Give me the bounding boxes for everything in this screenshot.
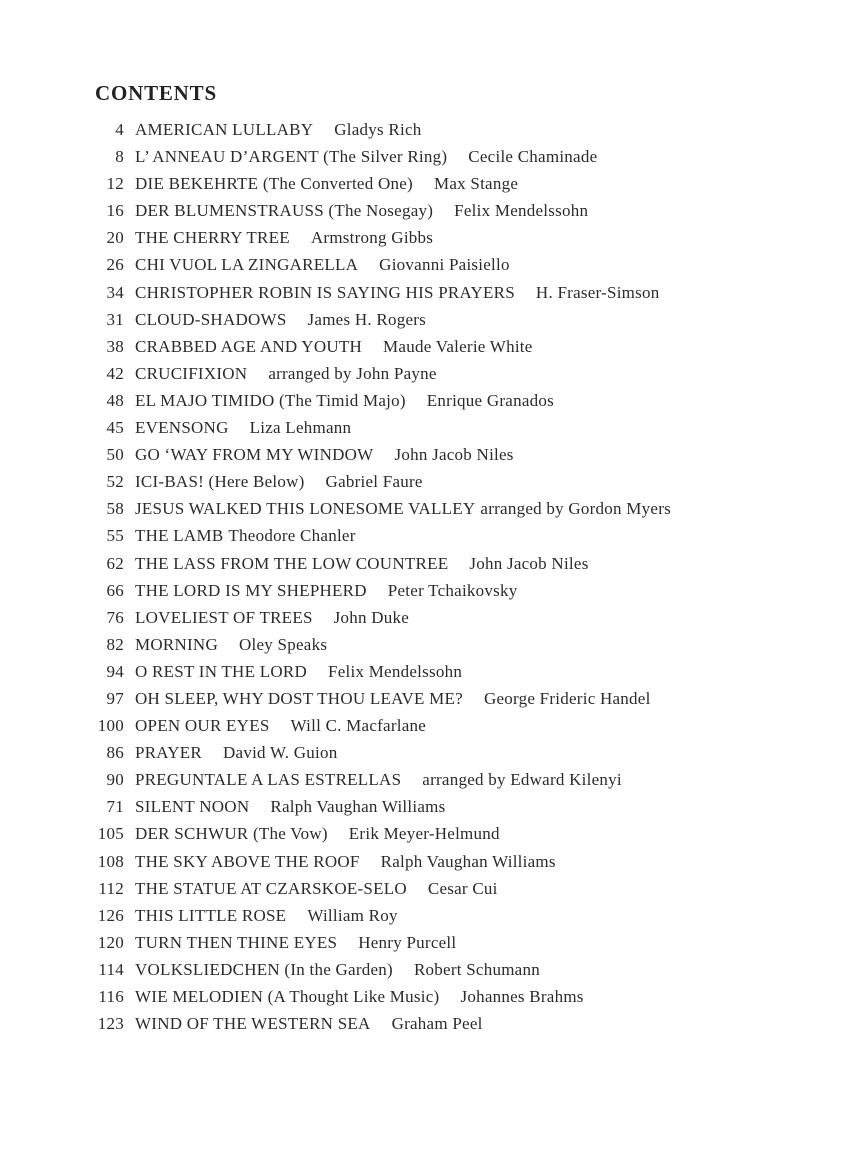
toc-title: MORNING — [135, 634, 218, 654]
toc-title: WIE MELODIEN (A Thought Like Music) — [135, 987, 440, 1006]
toc-title: AMERICAN LULLABY — [135, 120, 314, 139]
toc-page-number: 52 — [106, 472, 124, 492]
toc-page-number: 42 — [106, 363, 124, 383]
toc-page-number: 4 — [115, 120, 124, 139]
toc-entry — [0, 170, 864, 197]
toc-composer: Armstrong Gibbs — [310, 228, 434, 248]
toc-composer: Peter Tchaikovsky — [387, 580, 518, 600]
toc-page-number: 100 — [97, 716, 124, 736]
toc-entry — [0, 224, 864, 251]
toc-composer: Henry Purcell — [358, 932, 457, 952]
toc-composer: George Frideric Handel — [483, 688, 651, 708]
toc-composer: Gabriel Faure — [325, 472, 423, 492]
toc-title: CHRISTOPHER ROBIN IS SAYING HIS PRAYERS — [135, 282, 515, 302]
toc-composer: Maude Valerie White — [383, 336, 533, 356]
toc-composer: John Jacob Niles — [394, 445, 514, 465]
toc-composer: Giovanni Paisiello — [379, 255, 510, 275]
toc-title: THIS LITTLE ROSE — [135, 905, 287, 925]
toc-title: OPEN OUR EYES — [135, 716, 270, 736]
toc-entry — [0, 929, 864, 956]
toc-entry — [0, 333, 864, 360]
toc-composer: Graham Peel — [391, 1014, 483, 1034]
toc-title: THE STATUE AT CZARSKOE-SELO — [135, 878, 407, 898]
toc-title: CHI VUOL LA ZINGARELLA — [135, 255, 359, 275]
toc-entry — [0, 631, 864, 658]
toc-page-number: 112 — [98, 878, 124, 898]
toc-title: L’ ANNEAU D’ARGENT (The Silver Ring) — [135, 147, 448, 167]
toc-composer: arranged by Gordon Myers — [480, 499, 671, 519]
toc-entry — [0, 739, 864, 766]
toc-entry — [0, 143, 864, 170]
toc-composer: Will C. Macfarlane — [290, 716, 427, 736]
toc-entry — [0, 387, 864, 414]
toc-page-number: 108 — [97, 851, 124, 871]
toc-title: PREGUNTALE A LAS ESTRELLAS — [135, 770, 402, 790]
toc-page-number: 12 — [106, 174, 124, 194]
toc-page-number: 20 — [106, 228, 124, 248]
toc-entry — [0, 116, 864, 143]
toc-composer: Liza Lehmann — [249, 418, 352, 438]
toc-page-number: 55 — [106, 526, 124, 546]
toc-page-number: 105 — [97, 824, 124, 844]
toc-entry — [0, 685, 864, 712]
toc-entry — [0, 495, 864, 522]
toc-composer: Max Stange — [433, 174, 519, 194]
toc-title: OH SLEEP, WHY DOST THOU LEAVE ME? — [135, 688, 463, 708]
toc-page-number: 8 — [115, 147, 124, 167]
toc-page-number: 126 — [97, 905, 124, 925]
toc-composer: arranged by John Payne — [268, 363, 437, 383]
toc-page-number: 48 — [106, 390, 124, 410]
toc-title: DIE BEKEHRTE (The Converted One) — [135, 174, 413, 194]
toc-page-number: 114 — [98, 959, 124, 979]
page-title: CONTENTS — [95, 81, 217, 105]
toc-title: CRUCIFIXION — [135, 363, 248, 383]
toc-entry — [0, 306, 864, 333]
toc-composer: Oley Speaks — [238, 634, 328, 654]
toc-composer: arranged by Edward Kilenyi — [422, 770, 622, 790]
toc-entry — [0, 550, 864, 577]
toc-entry — [0, 441, 864, 468]
toc-title: THE CHERRY TREE — [135, 228, 290, 248]
toc-composer: David W. Guion — [223, 743, 338, 763]
toc-title: JESUS WALKED THIS LONESOME VALLEY — [135, 499, 476, 519]
toc-entry — [0, 956, 864, 983]
toc-title: VOLKSLIEDCHEN (In the Garden) — [135, 959, 393, 979]
toc-title: THE LAMB — [135, 526, 224, 546]
toc-composer: Felix Mendelssohn — [328, 661, 463, 681]
toc-title: CLOUD-SHADOWS — [135, 309, 287, 329]
toc-entry — [0, 875, 864, 902]
toc-entry — [0, 522, 864, 549]
toc-page-number: 50 — [106, 445, 124, 465]
toc-composer: Erik Meyer-Helmund — [348, 824, 500, 844]
toc-page-number: 123 — [97, 1014, 124, 1034]
toc-title: EL MAJO TIMIDO (The Timid Majo) — [135, 390, 406, 410]
toc-page-number: 31 — [106, 309, 124, 329]
toc-page-number: 97 — [106, 688, 124, 708]
toc-title: EVENSONG — [135, 418, 229, 438]
toc-title: DER SCHWUR (The Vow) — [135, 824, 328, 844]
toc-title: THE LORD IS MY SHEPHERD — [135, 580, 367, 600]
toc-title: DER BLUMENSTRAUSS (The Nosegay) — [135, 201, 434, 221]
toc-composer: James H. Rogers — [307, 309, 427, 329]
toc-list — [0, 116, 864, 1037]
toc-composer: Felix Mendelssohn — [454, 201, 589, 221]
toc-page-number: 71 — [106, 797, 124, 817]
toc-page-number: 90 — [106, 770, 124, 790]
toc-composer: Enrique Granados — [426, 390, 554, 410]
toc-entry — [0, 279, 864, 306]
toc-entry — [0, 360, 864, 387]
toc-title: THE SKY ABOVE THE ROOF — [135, 851, 360, 871]
toc-entry — [0, 251, 864, 278]
toc-page-number: 120 — [97, 932, 124, 952]
toc-title: ICI-BAS! (Here Below) — [135, 472, 305, 492]
toc-entry — [0, 766, 864, 793]
toc-title: TURN THEN THINE EYES — [135, 932, 338, 952]
toc-composer: Gladys Rich — [334, 120, 422, 139]
toc-entry — [0, 577, 864, 604]
toc-title: SILENT NOON — [135, 797, 250, 817]
toc-composer: John Jacob Niles — [469, 553, 589, 573]
toc-entry — [0, 848, 864, 875]
toc-title: GO ‘WAY FROM MY WINDOW — [135, 445, 374, 465]
toc-page-number: 58 — [106, 499, 124, 519]
toc-title: THE LASS FROM THE LOW COUNTREE — [135, 553, 449, 573]
toc-page-number: 66 — [106, 580, 124, 600]
toc-composer: Robert Schumann — [413, 959, 540, 979]
toc-page-number: 26 — [106, 255, 124, 275]
toc-entry — [0, 468, 864, 495]
toc-entry — [0, 604, 864, 631]
toc-page-number: 94 — [106, 661, 124, 681]
toc-title: CRABBED AGE AND YOUTH — [135, 336, 363, 356]
toc-title: WIND OF THE WESTERN SEA — [135, 1014, 371, 1034]
toc-composer: Ralph Vaughan Williams — [270, 797, 446, 817]
toc-composer: Johannes Brahms — [460, 987, 584, 1006]
toc-page-number: 82 — [106, 634, 124, 654]
toc-title: O REST IN THE LORD — [135, 661, 307, 681]
toc-composer: H. Fraser-Simson — [535, 282, 660, 302]
toc-entry — [0, 658, 864, 685]
toc-page-number: 45 — [106, 418, 124, 438]
toc-page-number: 62 — [106, 553, 124, 573]
toc-entry — [0, 902, 864, 929]
toc-page-number: 34 — [106, 282, 124, 302]
toc-page-number: 38 — [106, 336, 124, 356]
toc-entry — [0, 820, 864, 847]
toc-composer: Theodore Chanler — [228, 526, 356, 546]
toc-entry — [0, 1010, 864, 1037]
toc-page-number: 86 — [106, 743, 124, 763]
toc-composer: Cesar Cui — [427, 878, 498, 898]
toc-page-number: 76 — [106, 607, 124, 627]
toc-entry — [0, 712, 864, 739]
toc-title: LOVELIEST OF TREES — [135, 607, 313, 627]
toc-entry — [0, 983, 864, 1010]
toc-composer: William Roy — [307, 905, 398, 925]
toc-page-number: 16 — [106, 201, 124, 221]
toc-composer: John Duke — [333, 607, 410, 627]
toc-entry — [0, 197, 864, 224]
toc-title: PRAYER — [135, 743, 203, 763]
toc-composer: Cecile Chaminade — [468, 147, 598, 167]
toc-entry — [0, 793, 864, 820]
toc-page-number: 116 — [98, 987, 124, 1006]
toc-entry — [0, 414, 864, 441]
toc-composer: Ralph Vaughan Williams — [380, 851, 556, 871]
